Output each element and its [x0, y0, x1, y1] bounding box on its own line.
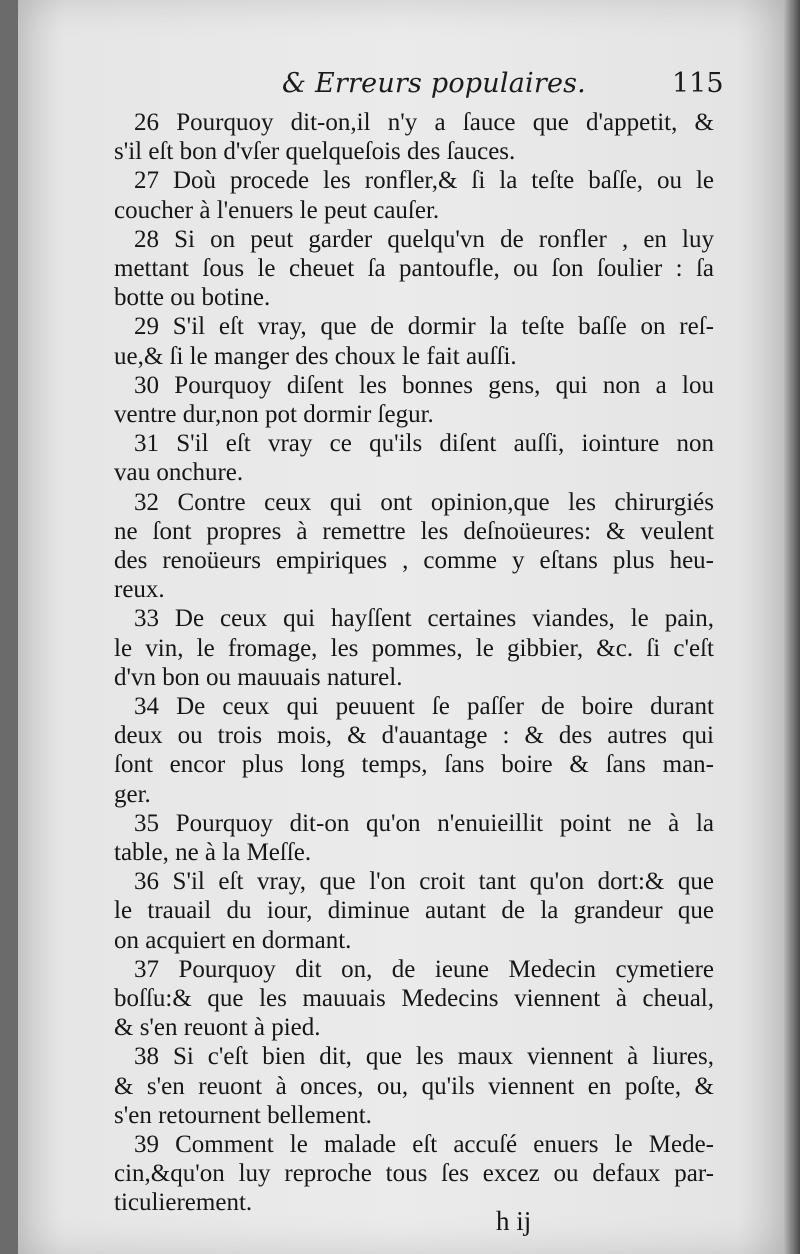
text-line: & s'en reuont à onces, ou, qu'ils viennent en poſte, &	[114, 1072, 714, 1100]
text-line: 31 S'il eſt vray ce qu'ils diſent auſſi, iointure non	[134, 430, 714, 458]
text-line: le vin, le fromage, les pommes, le gibbier, &c. ſi c'eſt	[114, 634, 714, 662]
text-line: deux ou trois mois, & d'auantage : & des autres qui	[114, 722, 714, 750]
text-line: coucher à l'enuers le peut cauſer.	[114, 196, 440, 224]
text-line: ne ſont propres à remettre les deſnoüeures: & veulent	[114, 517, 714, 545]
text-line: 38 Si c'eſt bien dit, que les maux viennent à liures,	[134, 1043, 714, 1071]
text-line: ſont encor plus long temps, ſans boire & ſans man-	[114, 751, 714, 779]
text-line: le trauail du iour, diminue autant de la grandeur que	[114, 897, 714, 925]
text-line: boſſu:& que les mauuais Medecins viennent à cheual,	[114, 985, 714, 1012]
page-number: 115	[672, 68, 724, 99]
signature-mark: h ij	[496, 1206, 532, 1236]
text-line: vau onchure.	[114, 459, 244, 487]
text-line: d'vn bon ou mauuais naturel.	[114, 663, 403, 691]
text-line: ventre dur,non pot dormir ſegur.	[114, 401, 434, 428]
page-edge-shadow	[784, 0, 800, 1254]
text-line: ticulierement.	[114, 1189, 253, 1217]
text-line: cin,&qu'on luy reproche tous ſes excez ou defaux par-	[114, 1160, 714, 1188]
text-line: 35 Pourquoy dit-on qu'on n'enuieillit point ne à la	[134, 809, 714, 837]
text-line: ue,& ſi le manger des choux le fait auſſi.	[114, 342, 517, 370]
text-line: 32 Contre ceux qui ont opinion,que les chirurgiés	[134, 488, 714, 516]
text-line: reux.	[114, 576, 165, 604]
text-line: 33 De ceux qui hayſſent certaines viandes, le pain,	[134, 605, 714, 633]
text-line: des renoüeurs empiriques , comme y eſtans plus heu-	[114, 547, 714, 574]
text-line: 36 S'il eſt vray, que l'on croit tant qu'on dort:& que	[134, 868, 714, 896]
text-line: table, ne à la Meſſe.	[114, 839, 312, 866]
text-line: 34 De ceux qui peuuent ſe paſſer de boire durant	[134, 693, 714, 720]
text-line: 28 Si on peut garder quelqu'vn de ronfler , en luy	[134, 225, 714, 253]
text-line: botte ou botine.	[114, 284, 271, 312]
text-line: 39 Comment le malade eſt accuſé enuers le Mede-	[134, 1131, 714, 1158]
text-line: & s'en reuont à pied.	[114, 1014, 321, 1042]
text-line: mettant ſous le cheuet ſa pantoufle, ou ſon ſoulier : ſa	[114, 255, 714, 282]
text-line: s'en retournent bellement.	[114, 1101, 372, 1129]
page-header	[0, 68, 800, 104]
text-line: ger.	[114, 780, 151, 808]
text-line: 26 Pourquoy dit-on,il n'y a ſauce que d'appetit, &	[134, 109, 714, 136]
text-line: on acquiert en dormant.	[114, 926, 352, 954]
text-line: 30 Pourquoy diſent les bonnes gens, qui non a lou	[134, 371, 714, 399]
text-line: 37 Pourquoy dit on, de ieune Medecin cymetiere	[134, 955, 714, 983]
text-line: 29 S'il eſt vray, que de dormir la teſte baſſe on reſ-	[134, 313, 714, 341]
text-line: s'il eſt bon d'vſer quelqueſois des ſauces.	[114, 138, 516, 166]
text-line: 27 Doù procede les ronfler,& ſi la teſte baſſe, ou le	[134, 167, 714, 195]
running-title: & Erreurs populaires.	[282, 68, 586, 99]
